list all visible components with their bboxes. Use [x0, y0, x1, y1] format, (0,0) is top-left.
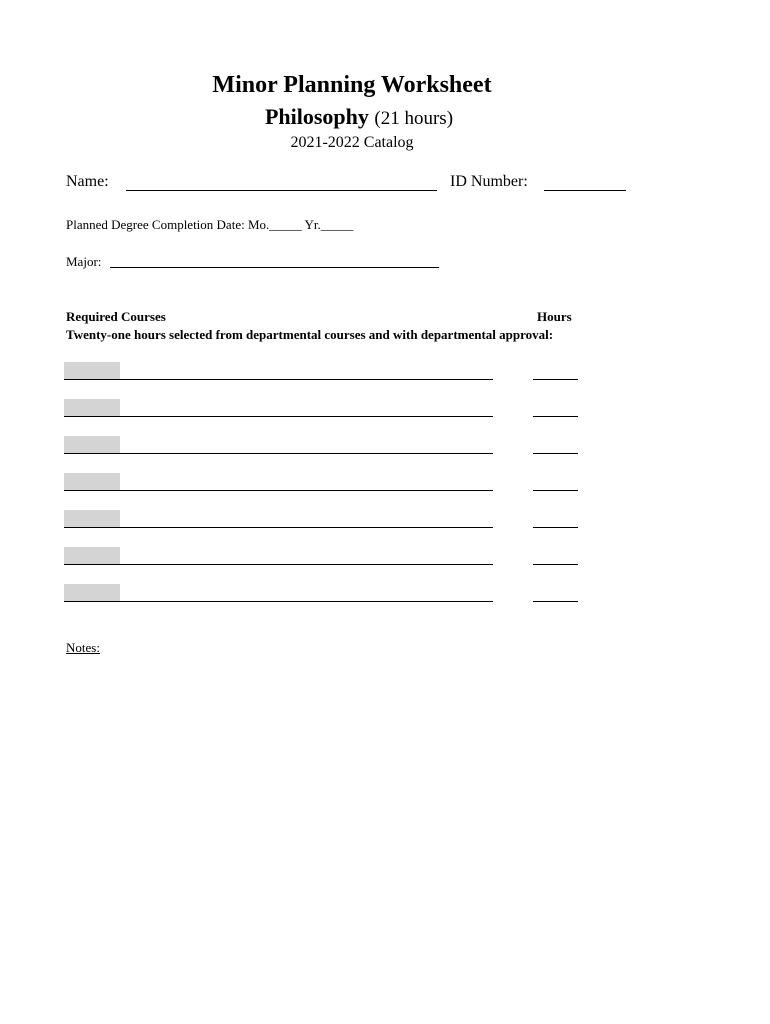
id-number-label: ID Number:: [450, 173, 528, 190]
program-hours: (21 hours): [374, 108, 454, 129]
course-hours-field[interactable]: [533, 416, 578, 417]
course-code-field[interactable]: [64, 436, 120, 453]
course-title-field[interactable]: [64, 379, 493, 380]
name-label: Name:: [66, 173, 109, 190]
course-title-field[interactable]: [64, 601, 493, 602]
course-title-field[interactable]: [64, 490, 493, 491]
course-code-field[interactable]: [64, 584, 120, 601]
worksheet-title: Minor Planning Worksheet: [212, 72, 492, 98]
course-hours-field[interactable]: [533, 564, 578, 565]
notes-label: Notes:: [66, 640, 100, 655]
course-code-field[interactable]: [64, 473, 120, 490]
course-code-field[interactable]: [64, 399, 120, 416]
name-field[interactable]: [126, 190, 437, 191]
required-courses-heading: Required Courses: [66, 309, 166, 324]
major-label: Major:: [66, 254, 102, 269]
course-title-field[interactable]: [64, 527, 493, 528]
course-code-field[interactable]: [64, 547, 120, 564]
hours-heading: Hours: [537, 309, 572, 324]
course-title-field[interactable]: [64, 453, 493, 454]
course-hours-field[interactable]: [533, 527, 578, 528]
course-hours-field[interactable]: [533, 453, 578, 454]
courses-description: Twenty-one hours selected from departmental courses and with departmental approval:: [66, 327, 554, 342]
course-code-field[interactable]: [64, 510, 120, 527]
program-name: Philosophy: [264, 104, 369, 129]
id-number-field[interactable]: [544, 190, 626, 191]
course-code-field[interactable]: [64, 362, 120, 379]
completion-date-field[interactable]: Planned Degree Completion Date: Mo._____ Yr._____: [66, 217, 354, 232]
course-title-field[interactable]: [64, 564, 493, 565]
major-field[interactable]: [110, 267, 439, 268]
program-subtitle: [0, 104, 718, 130]
course-hours-field[interactable]: [533, 379, 578, 380]
course-hours-field[interactable]: [533, 490, 578, 491]
catalog-year: 2021-2022 Catalog: [290, 134, 414, 151]
course-hours-field[interactable]: [533, 601, 578, 602]
course-title-field[interactable]: [64, 416, 493, 417]
